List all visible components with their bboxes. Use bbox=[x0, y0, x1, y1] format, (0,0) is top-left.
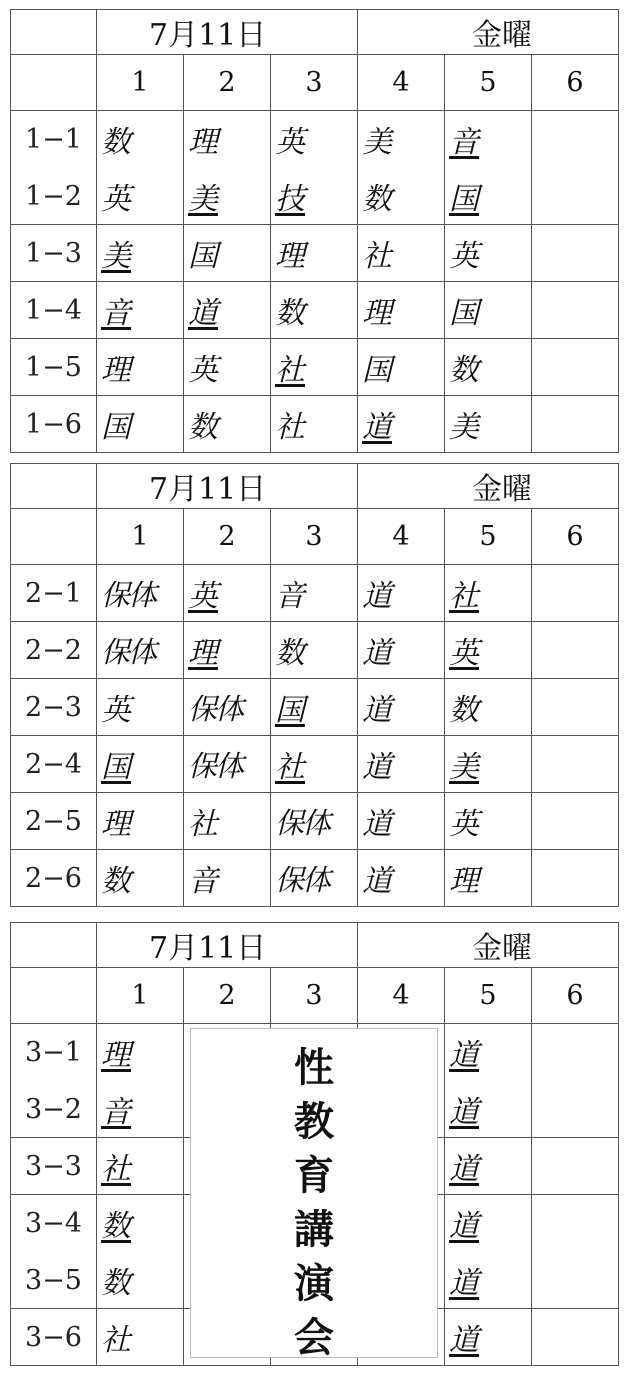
subject-cell: 数 bbox=[97, 111, 184, 168]
subject-cell: 保体 bbox=[184, 736, 271, 793]
subject-cell: 理 bbox=[97, 793, 184, 850]
subject-cell: 道 bbox=[358, 736, 445, 793]
period-header: 6 bbox=[532, 55, 619, 111]
subject-cell: 数 bbox=[97, 850, 184, 907]
class-row bbox=[11, 679, 619, 736]
empty-cell bbox=[532, 1024, 619, 1081]
subject-cell: 道 bbox=[358, 793, 445, 850]
subject-cell: 理 bbox=[445, 850, 532, 907]
subject-cell: 美 bbox=[445, 396, 532, 453]
subject-cell: 道 bbox=[358, 679, 445, 736]
subject-cell: 理 bbox=[358, 282, 445, 339]
event-char: 演 bbox=[294, 1261, 334, 1307]
subject-cell: 音 bbox=[271, 565, 358, 622]
event-char: 講 bbox=[294, 1207, 334, 1253]
subject-cell: 美 bbox=[358, 111, 445, 168]
class-label: 3−6 bbox=[11, 1309, 97, 1366]
subject-cell: 道 bbox=[445, 1195, 532, 1252]
period-header: 3 bbox=[271, 968, 358, 1024]
date-label: 7月11日 bbox=[97, 923, 358, 968]
subject-cell: 道 bbox=[445, 1024, 532, 1081]
subject-cell: 保体 bbox=[271, 793, 358, 850]
subject-cell: 社 bbox=[97, 1309, 184, 1366]
subject-cell: 国 bbox=[97, 396, 184, 453]
empty-cell bbox=[532, 1252, 619, 1309]
class-row bbox=[11, 282, 619, 339]
period-header: 1 bbox=[97, 968, 184, 1024]
class-label: 2−1 bbox=[11, 565, 97, 622]
class-label: 2−4 bbox=[11, 736, 97, 793]
corner-cell bbox=[11, 509, 97, 565]
class-row bbox=[11, 565, 619, 622]
date-label: 7月11日 bbox=[97, 10, 358, 55]
weekday-label: 金曜 bbox=[358, 464, 619, 509]
subject-cell: 音 bbox=[445, 111, 532, 168]
class-row bbox=[11, 850, 619, 907]
period-header: 2 bbox=[184, 968, 271, 1024]
subject-cell: 国 bbox=[445, 282, 532, 339]
class-label: 1−3 bbox=[11, 225, 97, 282]
subject-cell: 国 bbox=[271, 679, 358, 736]
corner-cell bbox=[11, 968, 97, 1024]
period-header: 4 bbox=[358, 509, 445, 565]
period-header: 2 bbox=[184, 509, 271, 565]
subject-cell: 音 bbox=[184, 850, 271, 907]
subject-cell bbox=[532, 111, 619, 168]
subject-cell: 数 bbox=[271, 282, 358, 339]
class-row bbox=[11, 225, 619, 282]
subject-cell: 道 bbox=[358, 396, 445, 453]
subject-cell: 社 bbox=[271, 396, 358, 453]
class-row bbox=[11, 736, 619, 793]
event-char: 育 bbox=[294, 1153, 334, 1199]
subject-cell: 数 bbox=[97, 1252, 184, 1309]
corner-cell bbox=[11, 923, 97, 968]
corner-cell bbox=[11, 464, 97, 509]
subject-cell bbox=[532, 339, 619, 396]
corner-cell bbox=[11, 10, 97, 55]
subject-cell: 美 bbox=[445, 736, 532, 793]
period-header: 5 bbox=[445, 509, 532, 565]
class-label: 3−2 bbox=[11, 1081, 97, 1138]
subject-cell: 理 bbox=[97, 339, 184, 396]
timetable-grade-2 bbox=[10, 463, 619, 907]
subject-cell: 理 bbox=[184, 622, 271, 679]
class-label: 3−5 bbox=[11, 1252, 97, 1309]
subject-cell: 英 bbox=[184, 565, 271, 622]
class-row bbox=[11, 396, 619, 453]
class-row bbox=[11, 793, 619, 850]
subject-cell: 美 bbox=[97, 225, 184, 282]
subject-cell: 保体 bbox=[184, 679, 271, 736]
event-char: 教 bbox=[294, 1099, 334, 1145]
class-label: 1−1 bbox=[11, 111, 97, 168]
event-title bbox=[191, 1029, 437, 1365]
subject-cell: 国 bbox=[97, 736, 184, 793]
subject-cell: 道 bbox=[184, 282, 271, 339]
period-header: 4 bbox=[358, 968, 445, 1024]
period-header: 6 bbox=[532, 968, 619, 1024]
subject-cell: 数 bbox=[184, 396, 271, 453]
subject-cell: 社 bbox=[445, 565, 532, 622]
subject-cell: 社 bbox=[184, 793, 271, 850]
empty-cell bbox=[532, 1195, 619, 1252]
subject-cell bbox=[532, 168, 619, 225]
class-row bbox=[11, 111, 619, 168]
subject-cell: 社 bbox=[271, 339, 358, 396]
class-label: 1−4 bbox=[11, 282, 97, 339]
class-label: 2−6 bbox=[11, 850, 97, 907]
subject-cell bbox=[532, 736, 619, 793]
subject-cell: 数 bbox=[97, 1195, 184, 1252]
class-row bbox=[11, 168, 619, 225]
subject-cell: 社 bbox=[358, 225, 445, 282]
subject-cell: 道 bbox=[358, 850, 445, 907]
subject-cell: 英 bbox=[97, 679, 184, 736]
subject-cell: 道 bbox=[445, 1081, 532, 1138]
date-label: 7月11日 bbox=[97, 464, 358, 509]
period-header: 1 bbox=[97, 55, 184, 111]
period-header: 3 bbox=[271, 509, 358, 565]
subject-cell: 保体 bbox=[97, 622, 184, 679]
period-header: 1 bbox=[97, 509, 184, 565]
subject-cell: 理 bbox=[271, 225, 358, 282]
class-label: 1−5 bbox=[11, 339, 97, 396]
period-header: 6 bbox=[532, 509, 619, 565]
subject-cell: 美 bbox=[184, 168, 271, 225]
class-label: 3−4 bbox=[11, 1195, 97, 1252]
empty-cell bbox=[532, 1138, 619, 1195]
subject-cell: 社 bbox=[97, 1138, 184, 1195]
subject-cell bbox=[532, 282, 619, 339]
subject-cell: 音 bbox=[97, 282, 184, 339]
subject-cell: 保体 bbox=[97, 565, 184, 622]
subject-cell bbox=[532, 396, 619, 453]
subject-cell: 英 bbox=[445, 622, 532, 679]
timetable-grade-1 bbox=[10, 9, 619, 453]
subject-cell: 道 bbox=[358, 622, 445, 679]
subject-cell: 英 bbox=[97, 168, 184, 225]
subject-cell: 理 bbox=[184, 111, 271, 168]
class-label: 1−6 bbox=[11, 396, 97, 453]
subject-cell bbox=[532, 225, 619, 282]
class-label: 2−3 bbox=[11, 679, 97, 736]
corner-cell bbox=[11, 55, 97, 111]
grade-2-body bbox=[11, 565, 619, 907]
event-char: 会 bbox=[294, 1315, 334, 1361]
weekday-label: 金曜 bbox=[358, 923, 619, 968]
class-label: 3−1 bbox=[11, 1024, 97, 1081]
subject-cell: 国 bbox=[184, 225, 271, 282]
subject-cell: 社 bbox=[271, 736, 358, 793]
period-header: 3 bbox=[271, 55, 358, 111]
class-label: 2−5 bbox=[11, 793, 97, 850]
subject-cell: 数 bbox=[445, 339, 532, 396]
subject-cell: 理 bbox=[97, 1024, 184, 1081]
subject-cell: 道 bbox=[445, 1309, 532, 1366]
subject-cell: 数 bbox=[271, 622, 358, 679]
class-label: 3−3 bbox=[11, 1138, 97, 1195]
subject-cell bbox=[532, 850, 619, 907]
subject-cell: 道 bbox=[358, 565, 445, 622]
subject-cell: 技 bbox=[271, 168, 358, 225]
period-header: 4 bbox=[358, 55, 445, 111]
subject-cell: 数 bbox=[445, 679, 532, 736]
subject-cell bbox=[532, 565, 619, 622]
subject-cell bbox=[532, 793, 619, 850]
subject-cell: 英 bbox=[445, 225, 532, 282]
class-row bbox=[11, 339, 619, 396]
grade-1-body bbox=[11, 111, 619, 453]
subject-cell: 英 bbox=[445, 793, 532, 850]
class-label: 1−2 bbox=[11, 168, 97, 225]
subject-cell bbox=[532, 679, 619, 736]
subject-cell: 保体 bbox=[271, 850, 358, 907]
period-header: 2 bbox=[184, 55, 271, 111]
subject-cell: 道 bbox=[445, 1138, 532, 1195]
class-row bbox=[11, 622, 619, 679]
subject-cell: 音 bbox=[97, 1081, 184, 1138]
period-header: 5 bbox=[445, 968, 532, 1024]
subject-cell: 国 bbox=[445, 168, 532, 225]
event-char: 性 bbox=[294, 1045, 334, 1091]
subject-cell: 英 bbox=[271, 111, 358, 168]
weekday-label: 金曜 bbox=[358, 10, 619, 55]
empty-cell bbox=[532, 1309, 619, 1366]
subject-cell: 道 bbox=[445, 1252, 532, 1309]
subject-cell bbox=[532, 622, 619, 679]
subject-cell: 数 bbox=[358, 168, 445, 225]
sex-education-lecture-block bbox=[190, 1028, 438, 1361]
empty-cell bbox=[532, 1081, 619, 1138]
subject-cell: 英 bbox=[184, 339, 271, 396]
class-label: 2−2 bbox=[11, 622, 97, 679]
period-header: 5 bbox=[445, 55, 532, 111]
subject-cell: 国 bbox=[358, 339, 445, 396]
